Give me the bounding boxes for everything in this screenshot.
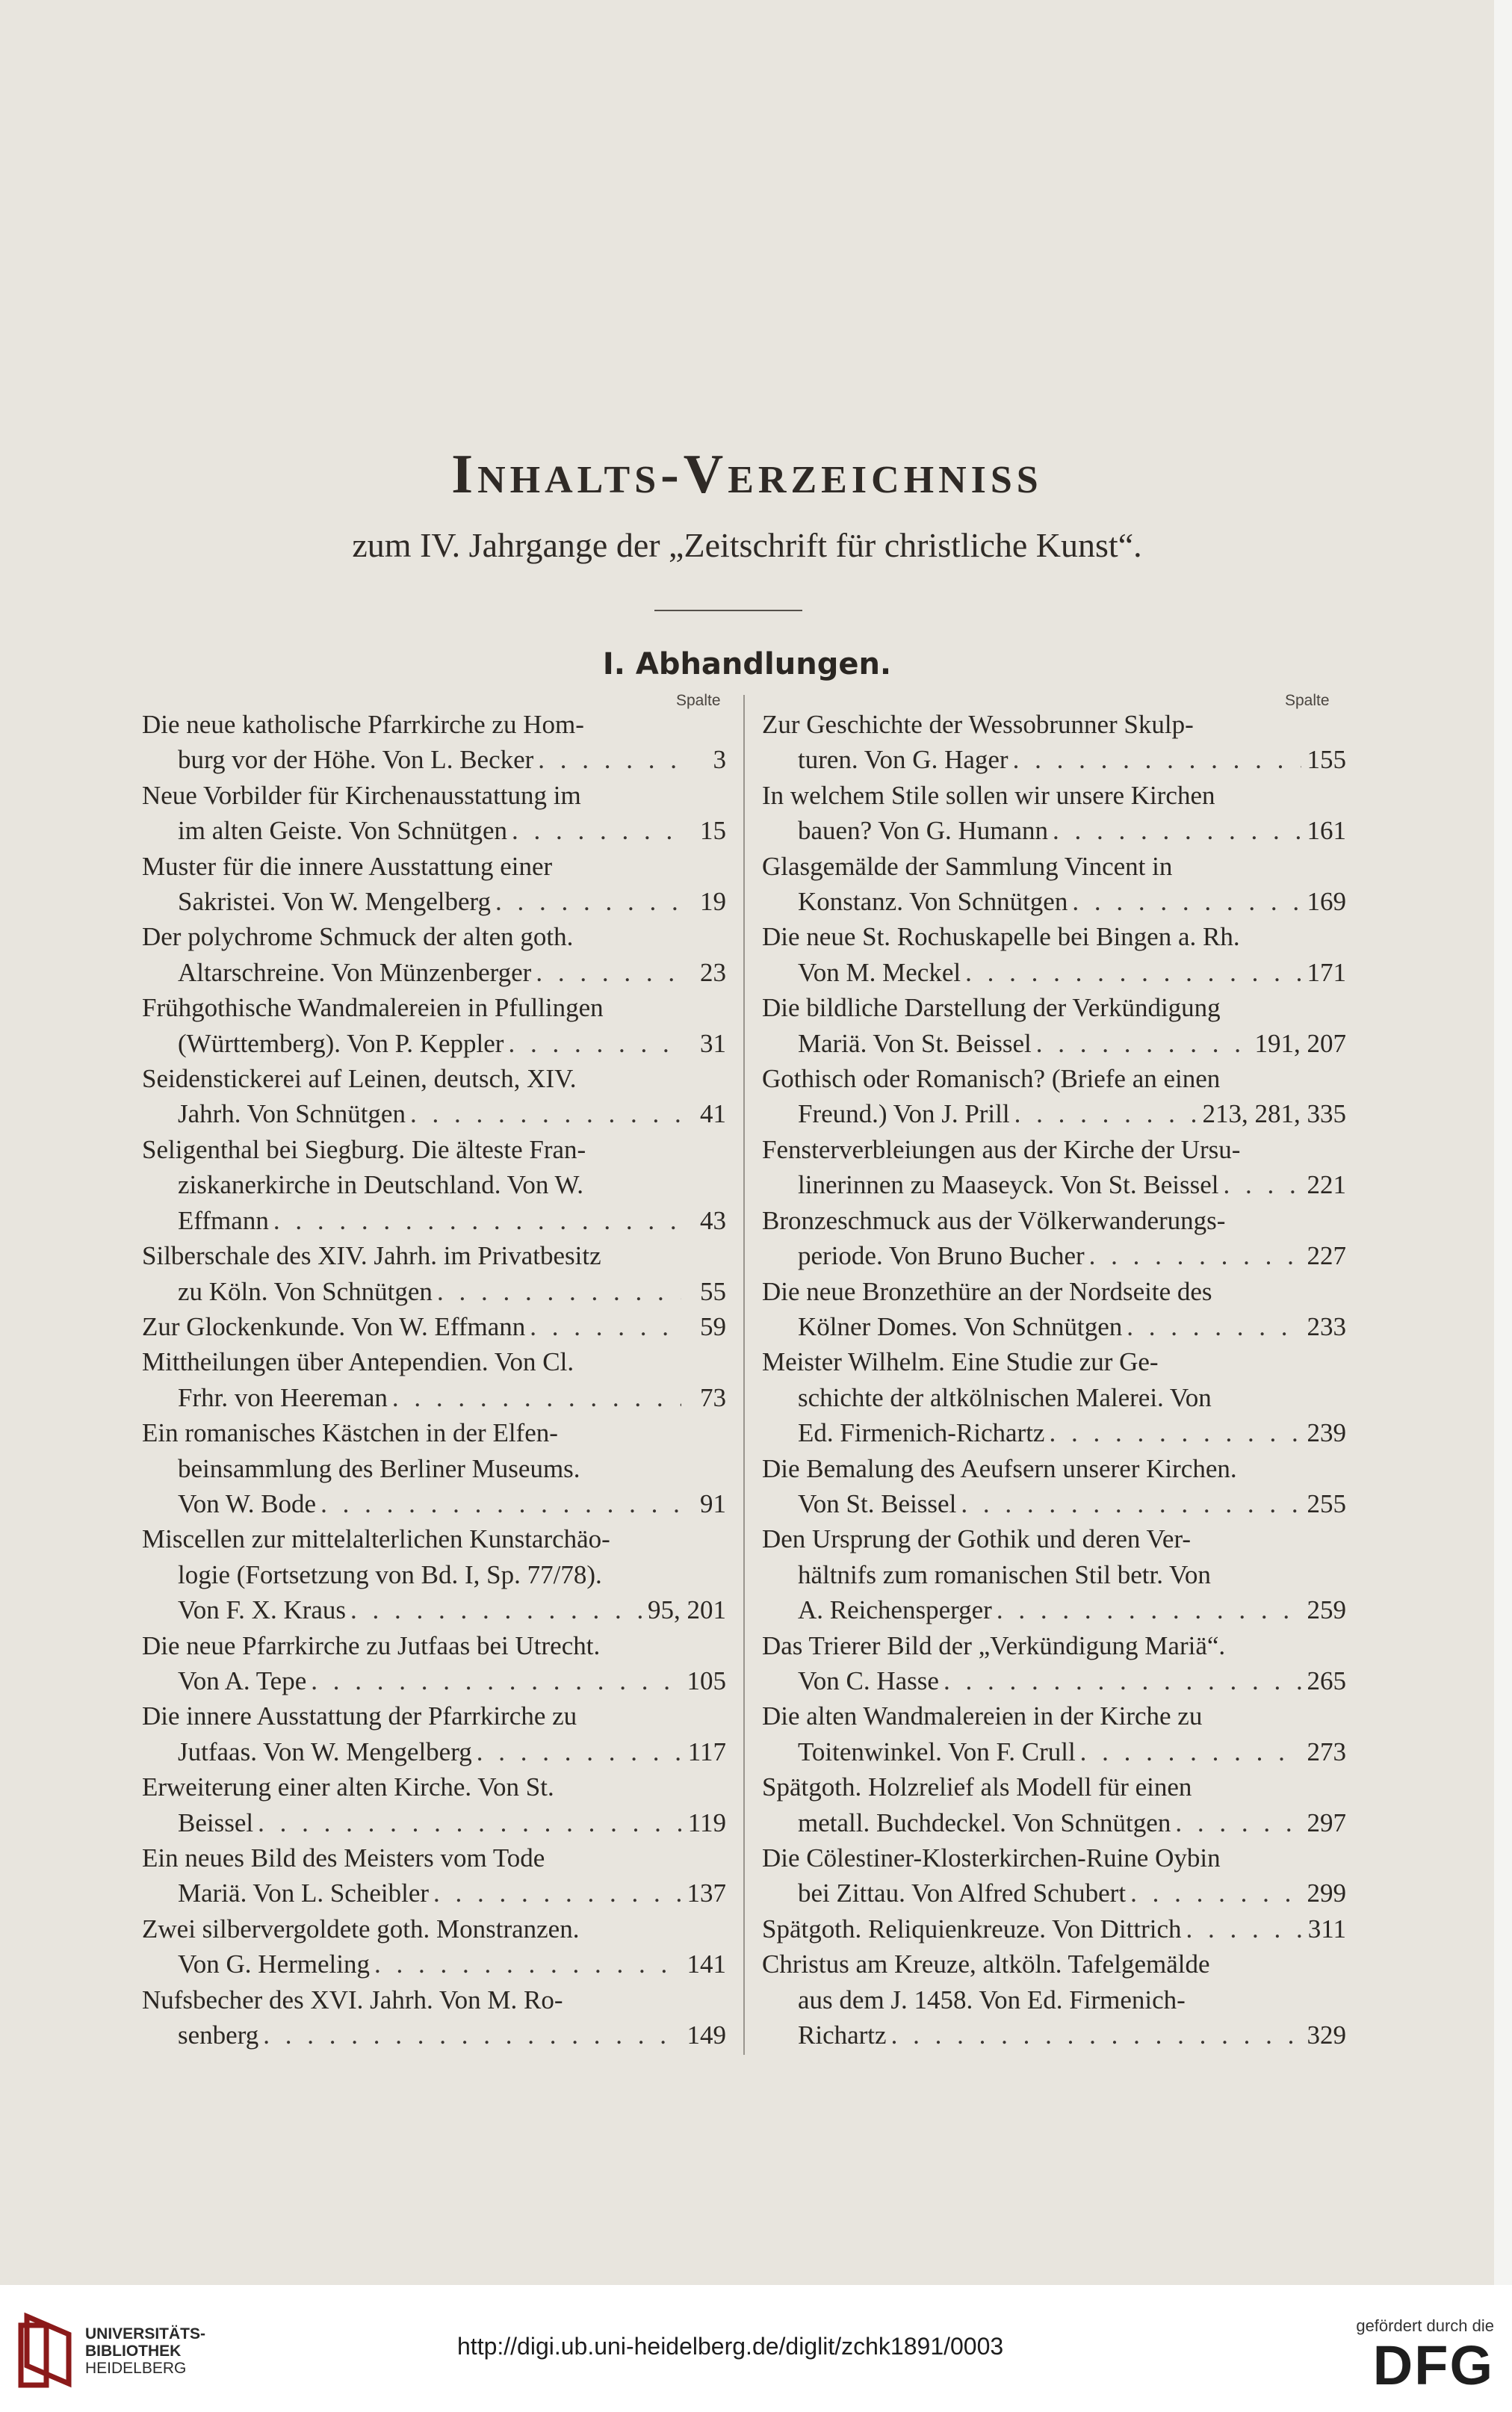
toc-entry: [142, 849, 726, 920]
toc-entry-continuation: aus dem J. 1458. Von Ed. Firmenich-: [798, 1985, 1186, 2014]
toc-entry-pages: 43: [700, 1205, 726, 1235]
title-block: [0, 441, 1494, 566]
footer-bar: [0, 2285, 1512, 2412]
toc-entry-title: Spätgoth. Holzrelief als Modell für einen: [762, 1772, 1192, 1802]
toc-entry-title: Bronzeschmuck aus der Völkerwanderungs-: [762, 1205, 1226, 1235]
toc-entry-author: Effmann: [178, 1205, 269, 1235]
toc-entry-title: Ein romanisches Kästchen in der Elfen-: [142, 1418, 558, 1448]
left-column-label: Spalte: [676, 692, 721, 709]
toc-entry: [762, 1344, 1346, 1450]
toc-entry-line: [142, 1274, 726, 1309]
leader-dots: [1048, 813, 1301, 848]
toc-entry-line: [762, 1911, 1346, 1946]
funder-block: [1356, 2316, 1494, 2396]
toc-entry-line: [142, 1380, 726, 1415]
toc-entry-title: Die neue katholische Pfarrkirche zu Hom-: [142, 710, 584, 739]
library-name: [85, 2325, 205, 2377]
page-subtitle: zum IV. Jahrgange der „Zeitschrift für christliche Kunst“.: [352, 526, 1142, 564]
toc-entry-author: Toitenwinkel. Von F. Crull: [798, 1737, 1076, 1766]
toc-entry-pages: 329: [1307, 2020, 1346, 2050]
toc-entry-line: [762, 1734, 1346, 1769]
toc-entry-pages: 41: [700, 1099, 726, 1129]
toc-entry-pages: 161: [1307, 816, 1346, 846]
toc-entry-pages: 239: [1307, 1418, 1346, 1448]
toc-entry-author: senberg: [178, 2020, 259, 2050]
toc-entry: [762, 919, 1346, 990]
toc-entry-line: [142, 1026, 726, 1061]
right-column: [762, 707, 1346, 2053]
toc-entry-title: Frühgothische Wandmalereien in Pfullingen: [142, 993, 604, 1023]
leader-dots: [388, 1380, 681, 1415]
toc-entry: [142, 778, 726, 849]
toc-entry-author: Frhr. von Heereman: [178, 1382, 388, 1412]
toc-entry-line: [142, 742, 726, 777]
toc-entry: [142, 1840, 726, 1911]
toc-entry-title: Die alten Wandmalereien in der Kirche zu: [762, 1701, 1203, 1731]
toc-entry-title: Christus am Kreuze, altköln. Tafelgemälde: [762, 1949, 1210, 1979]
toc-entry-continuation: beinsammlung des Berliner Museums.: [178, 1453, 580, 1483]
toc-entry-pages: 141: [687, 1949, 726, 1979]
toc-entry-pages: 299: [1307, 1878, 1346, 1908]
toc-entry-title: Erweiterung einer alten Kirche. Von St.: [142, 1772, 554, 1802]
leader-dots: [269, 1203, 681, 1238]
toc-entry: [142, 1628, 726, 1699]
leader-dots: [961, 955, 1301, 990]
leader-dots: [253, 1805, 681, 1840]
toc-entry: [762, 1840, 1346, 1911]
toc-entry-title: Die neue Bronzethüre an der Nordseite des: [762, 1276, 1212, 1306]
toc-entry-pages: 265: [1307, 1666, 1346, 1695]
toc-entry: [762, 1628, 1346, 1699]
toc-entry-pages: 23: [700, 957, 726, 987]
right-column-label: Spalte: [1285, 692, 1330, 709]
toc-entry-line: [142, 1592, 726, 1627]
toc-entry: [142, 1769, 726, 1840]
leader-dots: [939, 1663, 1301, 1698]
toc-entry-title: Silberschale des XIV. Jahrh. im Privatbesitz: [142, 1241, 601, 1271]
toc-entry-line: [142, 1096, 726, 1131]
toc-entry: [142, 1061, 726, 1132]
dfg-logo: DFG: [1372, 2334, 1494, 2396]
toc-entry-pages: 117: [687, 1737, 726, 1766]
toc-entry-author: Mariä. Von L. Scheibler: [178, 1878, 430, 1908]
title-divider: [654, 610, 802, 611]
toc-entry-author: Von M. Meckel: [798, 957, 961, 987]
toc-entry-continuation: hältnifs zum romanischen Stil betr. Von: [798, 1559, 1211, 1589]
toc-entry-pages: 59: [700, 1311, 726, 1341]
toc-entry-pages: 311: [1307, 1914, 1346, 1943]
toc-entry-title: Die innere Ausstattung der Pfarrkirche zu: [142, 1701, 577, 1731]
toc-entry-line: [142, 2017, 726, 2053]
leader-dots: [1032, 1026, 1255, 1061]
toc-entry: [762, 1911, 1346, 1946]
library-logo-icon: [16, 2312, 76, 2390]
toc-entry-pages: 137: [687, 1878, 726, 1908]
toc-entry: [762, 707, 1346, 778]
toc-entry-pages: 55: [700, 1276, 726, 1306]
toc-entry-title: Den Ursprung der Gothik und deren Ver-: [762, 1524, 1192, 1554]
leader-dots: [316, 1486, 681, 1521]
toc-entry-title: Glasgemälde der Sammlung Vincent in: [762, 851, 1173, 881]
toc-entry-title: Die Cölestiner-Klosterkirchen-Ruine Oybin: [762, 1843, 1221, 1873]
leader-dots: [1010, 1096, 1203, 1131]
leader-dots: [1008, 742, 1301, 777]
toc-entry: [762, 849, 1346, 920]
funder-label: gefördert durch die: [1356, 2316, 1494, 2335]
toc-entry-author: Von W. Bode: [178, 1488, 317, 1518]
toc-entry-title: Die neue St. Rochuskapelle bei Bingen a. Rh.: [762, 922, 1240, 952]
leader-dots: [1044, 1415, 1301, 1450]
library-name-line3: HEIDELBERG: [85, 2360, 187, 2377]
toc-entry-author: linerinnen zu Maaseyck. Von St. Beissel: [798, 1170, 1219, 1200]
leader-dots: [346, 1592, 648, 1627]
leader-dots: [525, 1309, 681, 1344]
leader-dots: [531, 955, 681, 990]
toc-entry-line: [142, 1663, 726, 1698]
toc-entry-continuation: logie (Fortsetzung von Bd. I, Sp. 77/78).: [178, 1559, 602, 1589]
toc-entry-pages: 191, 207: [1254, 1028, 1346, 1058]
toc-entry-author: Von G. Hermeling: [178, 1949, 370, 1979]
toc-entry-title: Miscellen zur mittelalterlichen Kunstarchäo-: [142, 1524, 610, 1554]
toc-entry: [142, 1238, 726, 1309]
page-edge: [1494, 0, 1512, 2285]
toc-entry-title: Die bildliche Darstellung der Verkündigung: [762, 993, 1221, 1023]
toc-entry-title: Seligenthal bei Siegburg. Die älteste Fran-: [142, 1134, 586, 1164]
toc-entry-text: Zur Glockenkunde. Von W. Effmann: [142, 1311, 526, 1341]
toc-entry-line: [142, 1805, 726, 1840]
toc-entry-pages: 105: [687, 1666, 726, 1695]
toc-entry: [762, 1061, 1346, 1132]
leader-dots: [1126, 1876, 1301, 1911]
page-title: Inhalts-Verzeichniss: [451, 444, 1043, 505]
toc-entry-line: [142, 1309, 726, 1344]
toc-entry-pages: 155: [1307, 745, 1346, 775]
leader-dots: [507, 813, 681, 848]
toc-entry-pages: 221: [1307, 1170, 1346, 1200]
library-name-line1: UNIVERSITÄTS-: [85, 2325, 206, 2343]
toc-entry-author: Von F. X. Kraus: [178, 1595, 347, 1625]
leader-dots: [429, 1876, 681, 1911]
toc-entry-pages: 31: [700, 1028, 726, 1058]
toc-entry: [762, 1946, 1346, 2053]
toc-entry-line: [762, 813, 1346, 848]
toc-entry: [142, 1521, 726, 1627]
toc-entry: [762, 1698, 1346, 1769]
toc-entry-author: Von C. Hasse: [798, 1666, 939, 1695]
toc-entry-line: [762, 1486, 1346, 1521]
toc-entry-pages: 73: [700, 1382, 726, 1412]
column-divider: [743, 695, 745, 2055]
leader-dots: [1122, 1309, 1301, 1344]
toc-entry-author: Konstanz. Von Schnütgen: [798, 887, 1068, 917]
toc-entry-pages: 297: [1307, 1808, 1346, 1837]
leader-dots: [1171, 1805, 1301, 1840]
toc-entry: [142, 1132, 726, 1238]
leader-dots: [956, 1486, 1301, 1521]
toc-entry-line: [762, 1096, 1346, 1131]
leader-dots: [1068, 884, 1301, 919]
toc-entry-author: metall. Buchdeckel. Von Schnütgen: [798, 1808, 1171, 1837]
toc-entry-line: [142, 884, 726, 919]
toc-entry-line: [762, 1592, 1346, 1627]
leader-dots: [491, 884, 681, 919]
toc-entry-line: [142, 955, 726, 990]
toc-entry-author: im alten Geiste. Von Schnütgen: [178, 816, 508, 846]
toc-entry-title: Meister Wilhelm. Eine Studie zur Ge-: [762, 1347, 1159, 1377]
toc-entry-title: Neue Vorbilder für Kirchenausstattung im: [142, 780, 581, 810]
toc-entry: [142, 1344, 726, 1415]
toc-entry-line: [762, 1415, 1346, 1450]
toc-entry-pages: 15: [700, 816, 726, 846]
toc-entry-author: Altarschreine. Von Münzenberger: [178, 957, 532, 987]
leader-dots: [433, 1274, 681, 1309]
toc-entry-author: Freund.) Von J. Prill: [798, 1099, 1010, 1129]
leader-dots: [406, 1096, 681, 1131]
toc-entry-author: Ed. Firmenich-Richartz: [798, 1418, 1045, 1448]
toc-entry-pages: 19: [700, 887, 726, 917]
toc-entry-line: [762, 1309, 1346, 1344]
toc-entry-author: burg vor der Höhe. Von L. Becker: [178, 745, 534, 775]
toc-entry-line: [762, 955, 1346, 990]
toc-entry-author: (Württemberg). Von P. Keppler: [178, 1028, 504, 1058]
toc-entry-pages: 273: [1307, 1737, 1346, 1766]
toc-entry-line: [762, 1805, 1346, 1840]
toc-entry-author: Beissel: [178, 1808, 254, 1837]
toc-entry-title: Fensterverbleiungen aus der Kirche der Ursu-: [762, 1134, 1241, 1164]
toc-entry-line: [762, 1238, 1346, 1273]
toc-entry-author: zu Köln. Von Schnütgen: [178, 1276, 433, 1306]
toc-entry-line: [762, 1876, 1346, 1911]
leader-dots: [472, 1734, 681, 1769]
toc-entry-line: [142, 1486, 726, 1521]
toc-entry-author: Jahrh. Von Schnütgen: [178, 1099, 406, 1129]
toc-entry-line: [762, 1026, 1346, 1061]
toc-entry-title: Muster für die innere Ausstattung einer: [142, 851, 553, 881]
toc-entry-pages: 227: [1307, 1241, 1346, 1271]
toc-entry-pages: 149: [687, 2020, 726, 2050]
leader-dots: [370, 1946, 681, 1982]
leader-dots: [306, 1663, 681, 1698]
section-heading: I. Abhandlungen.: [602, 647, 892, 681]
toc-entry-author: bei Zittau. Von Alfred Schubert: [798, 1878, 1127, 1908]
toc-entry-pages: 213, 281, 335: [1202, 1099, 1346, 1129]
toc-entry-text: Spätgoth. Reliquienkreuze. Von Dittrich: [762, 1914, 1182, 1943]
toc-entry-title: Die neue Pfarrkirche zu Jutfaas bei Utrecht.: [142, 1630, 601, 1660]
toc-entry-author: Jutfaas. Von W. Mengelberg: [178, 1737, 472, 1766]
toc-entry-line: [142, 1946, 726, 1982]
left-column: [142, 707, 726, 2053]
toc-entry: [142, 1982, 726, 2053]
toc-entry: [762, 1451, 1346, 1522]
toc-entry-title: Die Bemalung des Aeufsern unserer Kirchen.: [762, 1453, 1237, 1483]
toc-entry: [762, 1203, 1346, 1274]
toc-entry-author: Richartz: [798, 2020, 887, 2050]
toc-entry-title: Nufsbecher des XVI. Jahrh. Von M. Ro-: [142, 1985, 563, 2014]
toc-entry: [762, 1132, 1346, 1203]
toc-entry-title: Ein neues Bild des Meisters vom Tode: [142, 1843, 545, 1873]
toc-entry: [142, 707, 726, 778]
toc-entry-title: Das Trierer Bild der „Verkündigung Mariä“.: [762, 1630, 1226, 1660]
toc-entry-pages: 169: [1307, 887, 1346, 917]
leader-dots: [1182, 1911, 1301, 1946]
toc-entry: [142, 1309, 726, 1344]
toc-entry-line: [142, 813, 726, 848]
toc-entry-author: Sakristei. Von W. Mengelberg: [178, 887, 492, 917]
leader-dots: [887, 2017, 1301, 2053]
toc-entry-pages: 259: [1307, 1595, 1346, 1625]
toc-entry-line: [762, 1663, 1346, 1698]
source-url-link[interactable]: http://digi.ub.uni-heidelberg.de/diglit/zchk1891/0003: [457, 2333, 1004, 2360]
toc-entry-title: In welchem Stile sollen wir unsere Kirchen: [762, 780, 1215, 810]
toc-entry-line: [762, 742, 1346, 777]
toc-entry-line: [142, 1203, 726, 1238]
toc-entry-pages: 119: [687, 1808, 726, 1837]
leader-dots: [258, 2017, 681, 2053]
toc-entry-author: bauen? Von G. Humann: [798, 816, 1049, 846]
toc-entry: [762, 778, 1346, 849]
toc-entry: [142, 919, 726, 990]
toc-entry-continuation: schichte der altkölnischen Malerei. Von: [798, 1382, 1212, 1412]
leader-dots: [504, 1026, 681, 1061]
toc-entry: [762, 1521, 1346, 1627]
toc-entry-line: [762, 2017, 1346, 2053]
leader-dots: [1076, 1734, 1301, 1769]
library-name-line2: BIBLIOTHEK: [85, 2343, 182, 2360]
toc-entry-pages: 171: [1307, 957, 1346, 987]
toc-entry: [762, 990, 1346, 1061]
toc-entry-continuation: ziskanerkirche in Deutschland. Von W.: [178, 1170, 584, 1200]
toc-entry: [142, 1911, 726, 1982]
toc-entry-author: turen. Von G. Hager: [798, 745, 1008, 775]
toc-entry-line: [762, 884, 1346, 919]
toc-entry-title: Gothisch oder Romanisch? (Briefe an einen: [762, 1064, 1221, 1094]
toc-entry-title: Zur Geschichte der Wessobrunner Skulp-: [762, 710, 1194, 739]
toc-entry-title: Der polychrome Schmuck der alten goth.: [142, 922, 574, 952]
toc-entry: [762, 1769, 1346, 1840]
toc-entry-author: Von St. Beissel: [798, 1488, 957, 1518]
toc-entry-pages: 255: [1307, 1488, 1346, 1518]
toc-entry-author: periode. Von Bruno Bucher: [798, 1241, 1085, 1271]
toc-entry-title: Mittheilungen über Antependien. Von Cl.: [142, 1347, 574, 1377]
leader-dots: [1085, 1238, 1301, 1273]
leader-dots: [1219, 1167, 1302, 1202]
toc-entry-author: Kölner Domes. Von Schnütgen: [798, 1311, 1123, 1341]
toc-entry-author: A. Reichensperger: [798, 1595, 992, 1625]
toc-entry: [762, 1274, 1346, 1345]
toc-entry-line: [142, 1734, 726, 1769]
toc-entry: [142, 1698, 726, 1769]
toc-entry-title: Zwei silbervergoldete goth. Monstranzen.: [142, 1914, 580, 1943]
toc-entry: [142, 1415, 726, 1521]
toc-entry-pages: 95, 201: [648, 1595, 726, 1625]
toc-entry-pages: 3: [713, 745, 726, 775]
toc-entry-author: Mariä. Von St. Beissel: [798, 1028, 1032, 1058]
toc-entry-line: [762, 1167, 1346, 1202]
toc-entry-line: [142, 1876, 726, 1911]
toc-entry-author: Von A. Tepe: [178, 1666, 307, 1695]
leader-dots: [992, 1592, 1301, 1627]
leader-dots: [533, 742, 681, 777]
toc-entry-pages: 233: [1307, 1311, 1346, 1341]
toc-entry-pages: 91: [700, 1488, 726, 1518]
toc-entry: [142, 990, 726, 1061]
toc-entry-title: Seidenstickerei auf Leinen, deutsch, XIV.: [142, 1064, 577, 1094]
